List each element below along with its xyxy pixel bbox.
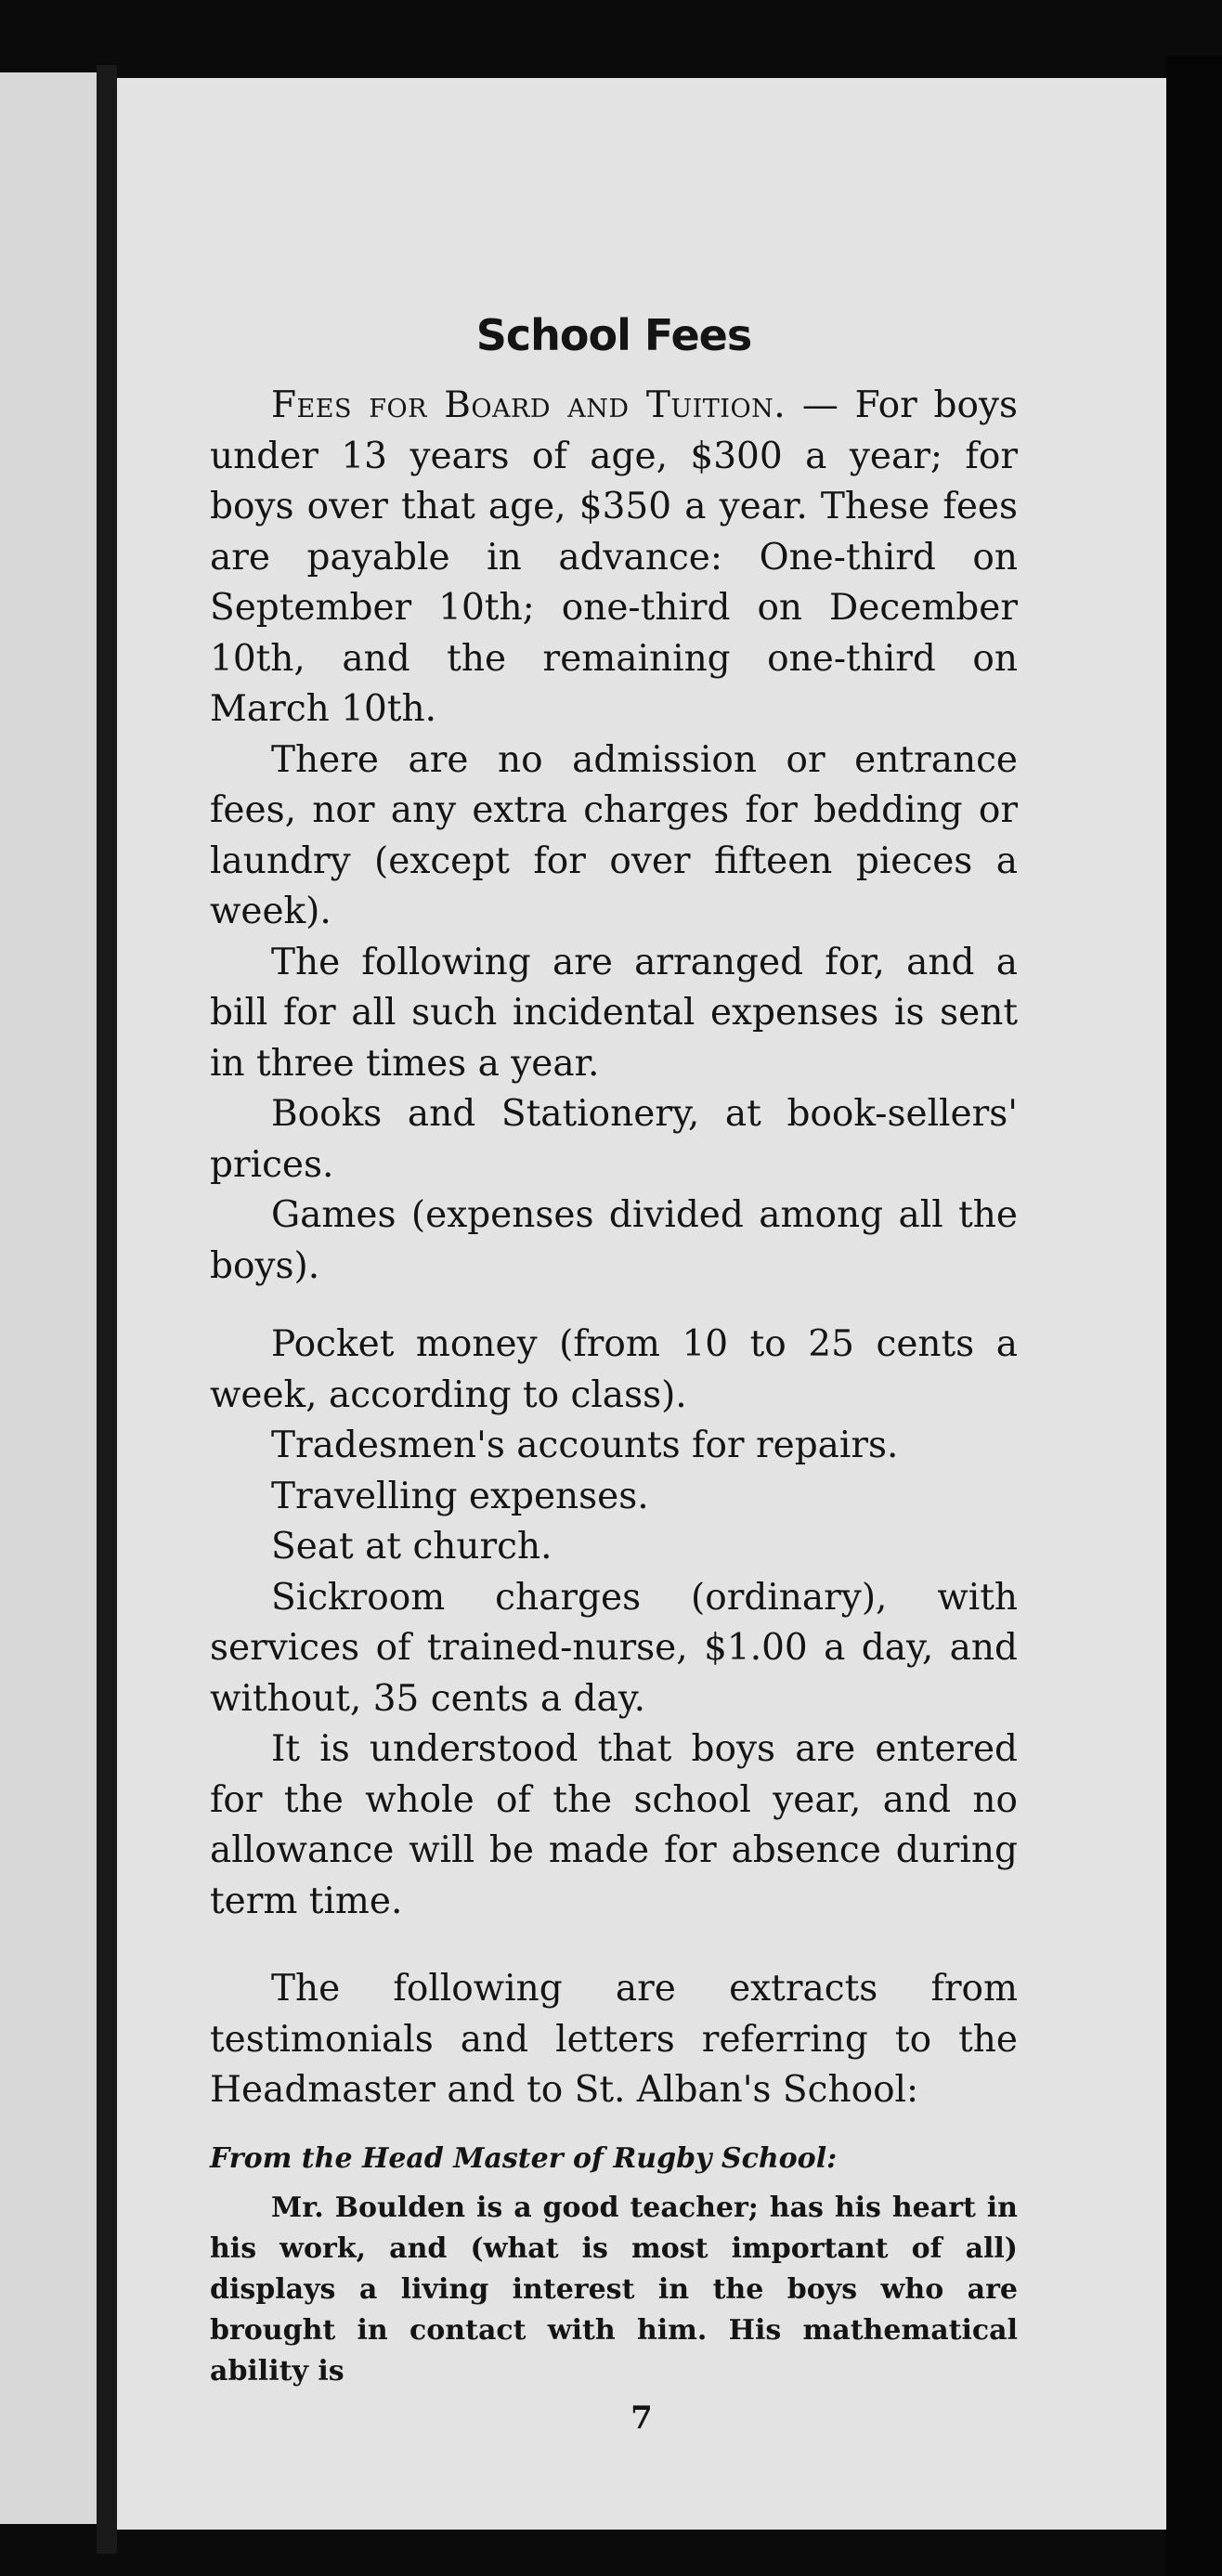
page-number: 7 — [630, 2400, 653, 2437]
sickroom-paragraph: Sickroom charges (ordinary), with services of trained-nurse, $1.00 a day, and without, 35 cents a day. — [210, 1576, 1018, 1720]
adjacent-page-edge — [0, 72, 97, 2524]
page-title: School Fees — [475, 310, 752, 360]
book-gutter — [97, 65, 117, 2554]
games-paragraph: Games (expenses divided among all the boys). — [210, 1194, 1018, 1287]
fees-paragraph — [210, 381, 1018, 735]
spacer — [210, 1927, 1018, 1964]
spacer — [210, 1292, 1018, 1320]
page-content — [210, 78, 1018, 2392]
church-paragraph: Seat at church. — [271, 1526, 552, 1568]
books-paragraph: Books and Stationery, at book-sellers' prices. — [210, 1093, 1018, 1186]
pocket-money-paragraph: Pocket money (from 10 to 25 cents a week, according to class). — [210, 1323, 1018, 1416]
quote-source-heading: From the Head Master of Rugby School: — [210, 2141, 838, 2175]
fees-lead: Fees for Board and Tuition. — [271, 384, 786, 426]
incidental-paragraph: The following are arranged for, and a bill for all such incidental expenses is sent in three times a year. — [210, 941, 1018, 1085]
document-page — [117, 78, 1166, 2530]
testimonials-intro: The following are extracts from testimonials and letters referring to the Headmaster and to St. Alban's School: — [210, 1968, 1018, 2111]
rugby-quote: Mr. Boulden is a good teacher; has his heart in his work, and (what is most important of all) displays a living interest in the boys who are brought in contact with him. His mathematical ability is — [210, 2191, 1018, 2387]
scan-border — [1166, 56, 1222, 2576]
travelling-paragraph: Travelling expenses. — [271, 1475, 649, 1517]
admission-paragraph: There are no admission or entrance fees, nor any extra charges for bedding or laundry (except for over fifteen pieces a week). — [210, 738, 1018, 932]
fees-text: — For boys under 13 years of age, $300 a year; for boys over that age, $350 a year. These fees are payable in advance: One-third on September 10th; one-third on December 10th, and the remaining one-third on March 10th. — [210, 384, 1018, 730]
tradesmen-paragraph: Tradesmen's accounts for repairs. — [271, 1425, 899, 1466]
understood-paragraph: It is understood that boys are entered for the whole of the school year, and no allowance will be made for absence during term time. — [210, 1728, 1018, 1922]
